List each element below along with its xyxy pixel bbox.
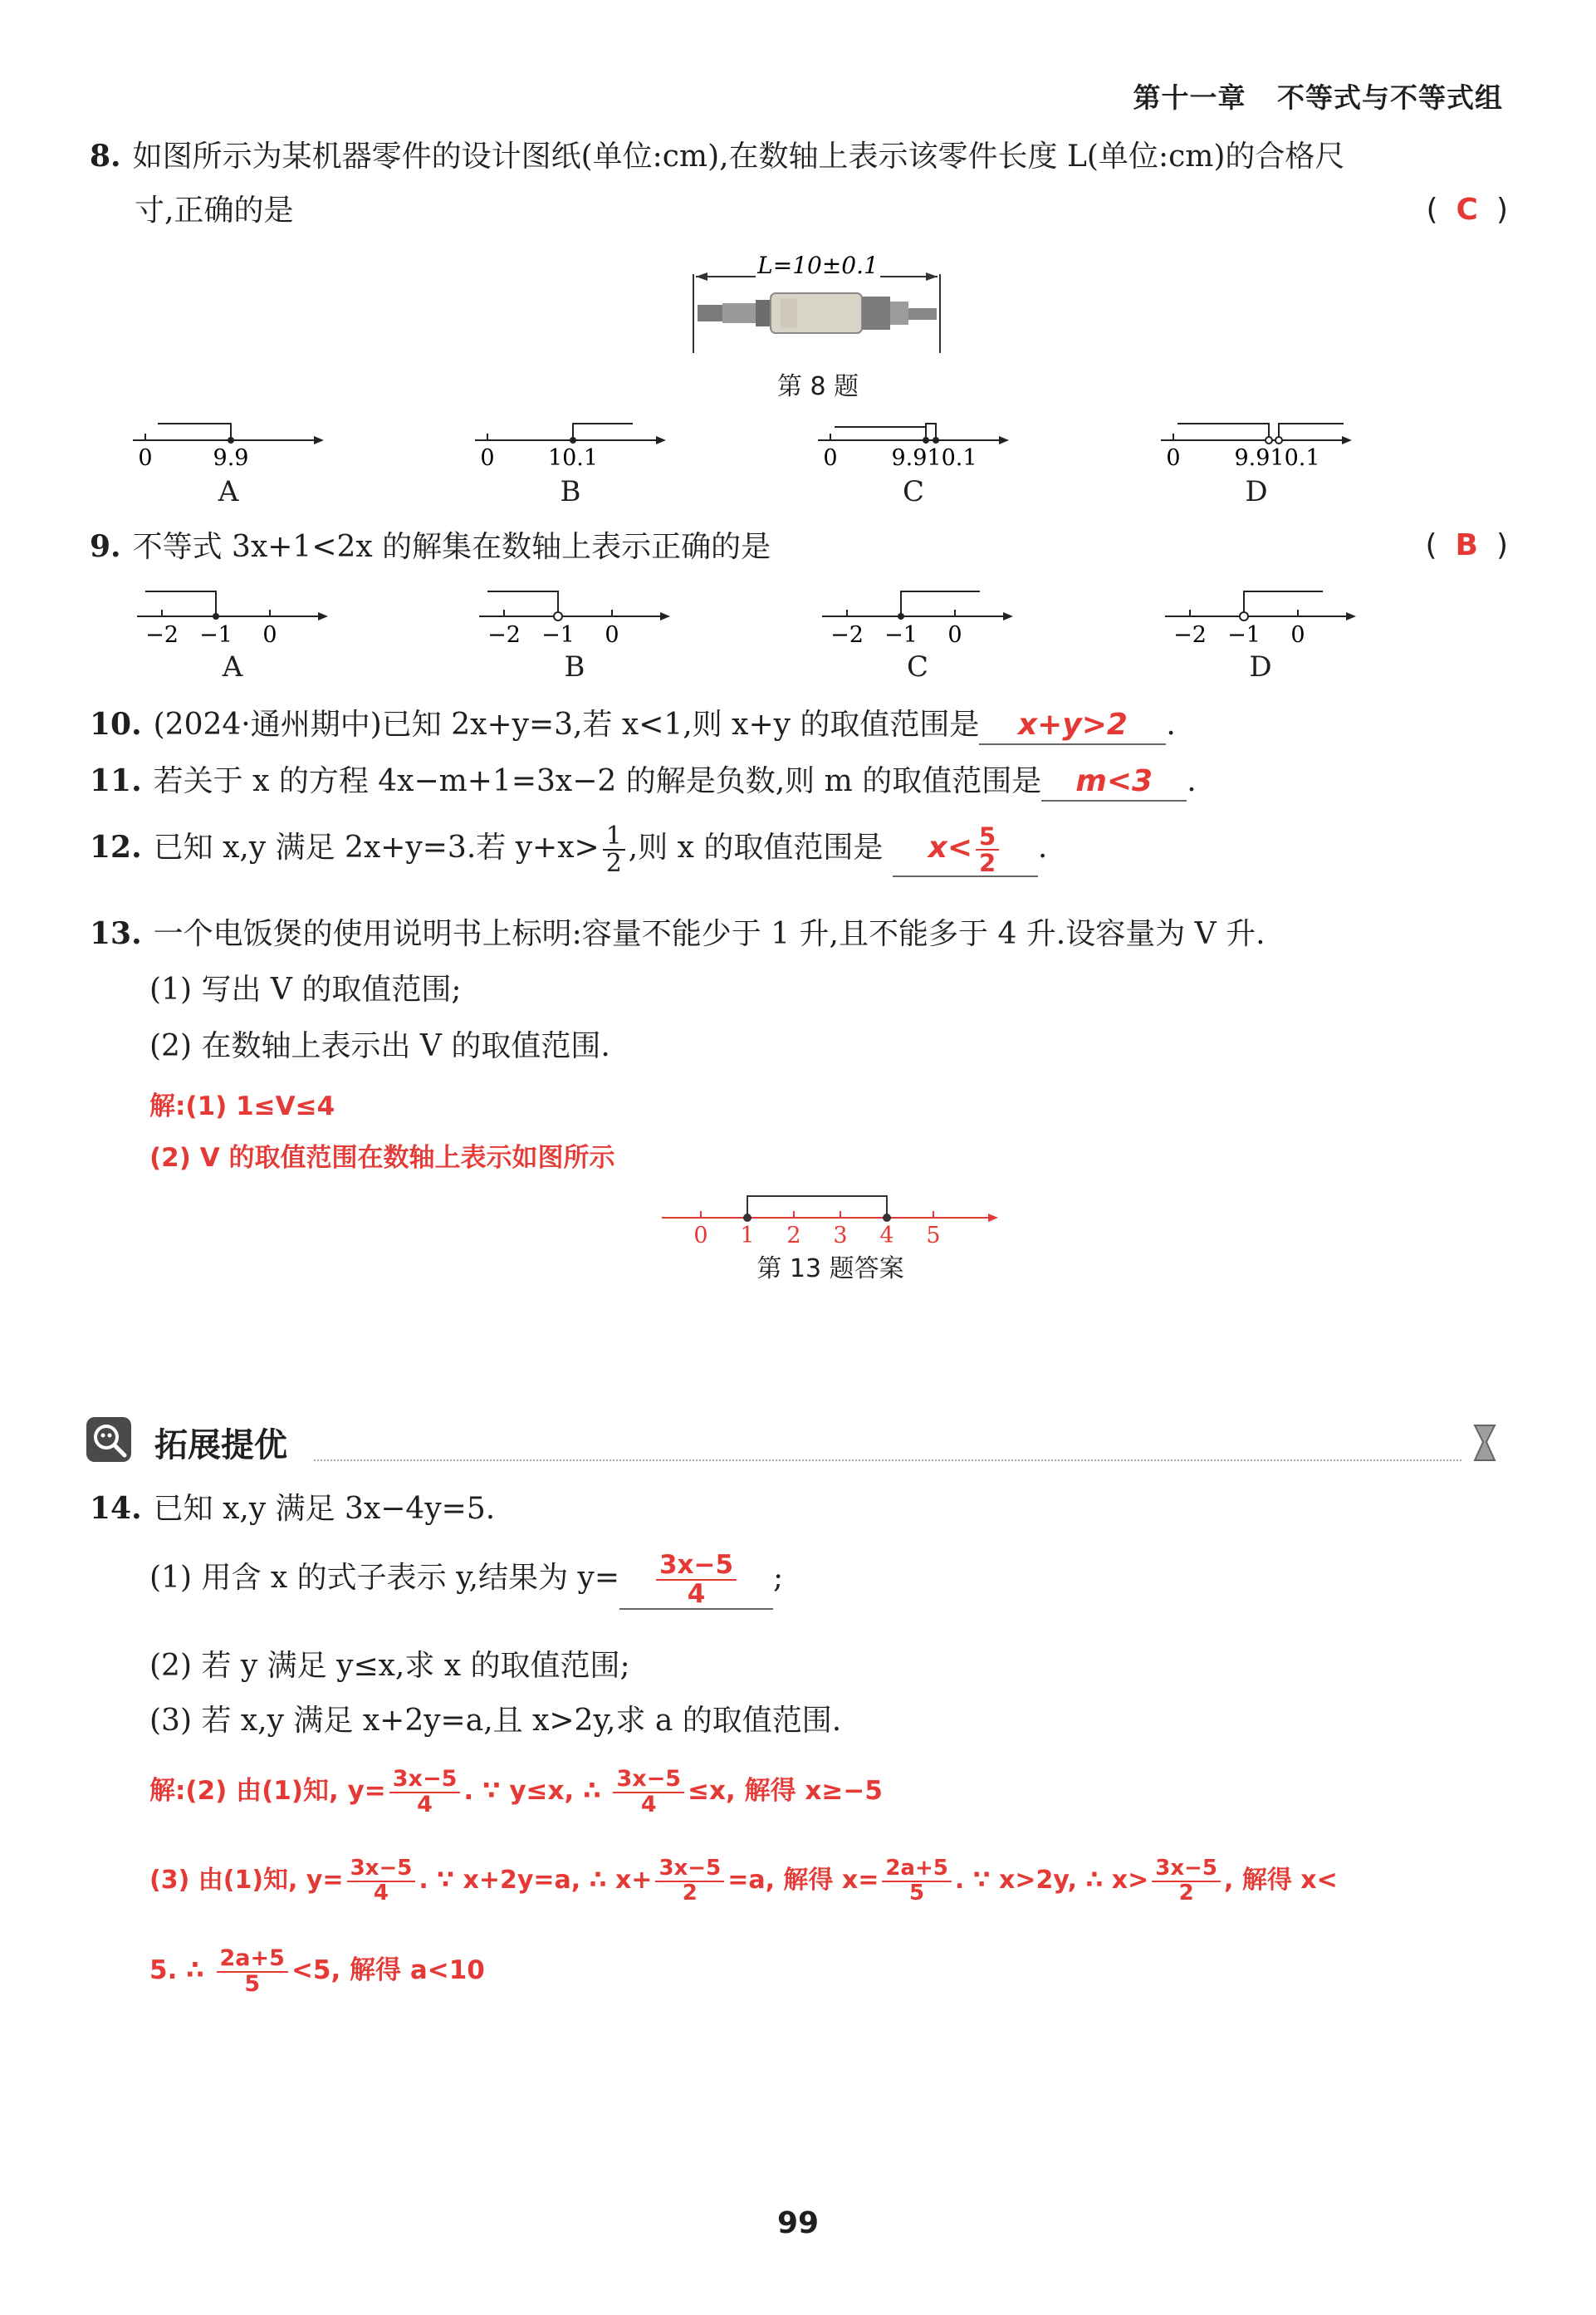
question-text: 若关于 x 的方程 4x−m+1=3x−2 的解是负数,则 m 的取值范围是 [153, 764, 1042, 798]
hourglass-icon [1468, 1422, 1501, 1464]
question-number: 10. [90, 707, 142, 742]
question-12: 12. 已知 x,y 满足 2x+y=3.若 y+x> $\frac{1}{2}$ ,则 x 的取值范围是 x< $\frac{5}{2}$ . [90, 821, 1048, 878]
question-13-part1: (1) 写出 V 的取值范围; [149, 973, 462, 1007]
answer-blank: x< $\frac{5}{2}$ [893, 822, 1038, 877]
svg-text:1: 1 [740, 1223, 755, 1244]
question-text: 已知 x,y 满足 3x−4y=5. [153, 1492, 496, 1526]
number-line-9b [471, 581, 678, 648]
magnifier-icon [85, 1415, 133, 1464]
page-number: 99 [776, 2206, 820, 2240]
figure-caption-13: 第 13 题答案 [756, 1254, 904, 1283]
question-8 [90, 135, 1344, 179]
number-line-8d [1153, 415, 1368, 473]
number-line-13-answer [658, 1186, 1006, 1244]
question-number: 8. [90, 139, 121, 174]
solution-13-part2: (2) V 的取值范围在数轴上表示如图所示 [149, 1143, 615, 1173]
svg-text:0: 0 [480, 445, 495, 471]
answer-choice-8: ( C ) [1426, 193, 1508, 227]
svg-text:−1: −1 [541, 622, 575, 648]
svg-text:2: 2 [786, 1223, 801, 1244]
option-label-8b: B [560, 475, 581, 508]
svg-text:9.910.1: 9.910.1 [891, 445, 977, 471]
svg-text:−1: −1 [199, 622, 233, 648]
question-text-b: ,则 x 的取值范围是 [628, 831, 884, 865]
svg-text:9.910.1: 9.910.1 [1234, 445, 1320, 471]
svg-text:0: 0 [138, 445, 153, 471]
number-line-8b [467, 415, 674, 473]
solution-14-part2: 解:(2) 由(1)知, y= $\frac{3x-5}{4}$ . ∵ y≤x, ∴ $\frac{3x-5}{4}$ ≤x, 解得 x≥−5 [149, 1766, 883, 1817]
question-14 [90, 1487, 495, 1531]
question-14-part2: (2) 若 y 满足 y≤x,求 x 的取值范围; [149, 1649, 630, 1683]
question-number: 9. [90, 529, 121, 564]
option-label-9d: D [1249, 650, 1272, 684]
answer-blank [1041, 763, 1187, 802]
svg-text:4: 4 [879, 1223, 894, 1244]
question-13 [90, 912, 1266, 956]
answer-letter: B [1455, 528, 1478, 562]
question-8-line2: 寸,正确的是 [135, 194, 294, 228]
svg-text:0: 0 [1166, 445, 1181, 471]
section-title: 拓展提优 [154, 1426, 287, 1464]
svg-text:−2: −2 [1173, 622, 1207, 648]
question-14-part3: (3) 若 x,y 满足 x+2y=a,且 x>2y,求 a 的取值范围. [149, 1704, 842, 1738]
svg-text:0: 0 [693, 1223, 708, 1244]
answer-blank [619, 1549, 773, 1610]
chapter-title: 不等式与不等式组 [1277, 81, 1503, 114]
figure-caption-8: 第 8 题 [776, 372, 859, 401]
question-text: 如图所示为某机器零件的设计图纸(单位:cm),在数轴上表示该零件长度 L(单位:cm)的合格尺 [132, 140, 1345, 174]
answer-fraction: $\frac{3x-5}{4}$ [656, 1552, 737, 1607]
number-line-9d [1157, 581, 1364, 648]
option-label-8d: D [1245, 475, 1268, 508]
answer-text: x+y>2 [1017, 708, 1128, 742]
svg-text:−2: −2 [145, 622, 179, 648]
question-14-part1: (1) 用含 x 的式子表示 y,结果为 y= $\frac{3x-5}{4}$ ; [149, 1550, 784, 1609]
section-divider [314, 1459, 1461, 1461]
svg-text:0: 0 [823, 445, 838, 471]
option-label-9c: C [906, 650, 928, 684]
svg-text:−2: −2 [830, 622, 864, 648]
svg-text:9.9: 9.9 [213, 445, 249, 471]
question-10: 10. (2024·通州期中)已知 2x+y=3,若 x<1,则 x+y 的取值范围是 x+y>2 . [90, 703, 1176, 747]
number-line-9c [814, 581, 1021, 648]
question-11: 11. 若关于 x 的方程 4x−m+1=3x−2 的解是负数,则 m 的取值范围是 m<3 . [90, 759, 1197, 803]
figure-dimension-label: L=10±0.1 [757, 252, 879, 279]
answer-choice-9: ( B ) [1425, 528, 1508, 562]
chapter-header [1133, 76, 1503, 115]
question-13-part2: (2) 在数轴上表示出 V 的取值范围. [149, 1029, 610, 1063]
svg-text:−1: −1 [1227, 622, 1261, 648]
question-text: 不等式 3x+1<2x 的解集在数轴上表示正确的是 [132, 530, 771, 564]
question-number: 14. [90, 1491, 142, 1526]
option-label-8c: C [902, 475, 924, 508]
question-text: 已知 x,y 满足 2x+y=3.若 y+x> [153, 831, 600, 865]
option-label-9b: B [564, 650, 585, 684]
number-line-8a [125, 415, 332, 473]
question-9 [90, 525, 771, 569]
question-number: 11. [90, 763, 142, 798]
answer-text: m<3 [1075, 764, 1153, 798]
svg-text:−2: −2 [487, 622, 521, 648]
option-label-8a: A [218, 475, 239, 508]
svg-text:0: 0 [947, 622, 962, 648]
svg-text:10.1: 10.1 [547, 445, 599, 471]
chapter-number: 第十一章 [1133, 81, 1246, 114]
svg-text:0: 0 [262, 622, 277, 648]
answer-letter: C [1456, 193, 1478, 227]
question-number: 12. [90, 830, 142, 865]
fraction-one-half: $\frac{1}{2}$ [603, 823, 625, 877]
svg-text:0: 0 [605, 622, 619, 648]
svg-text:−1: −1 [884, 622, 918, 648]
number-line-9a [129, 581, 336, 648]
answer-fraction: $\frac{5}{2}$ [976, 824, 999, 876]
solution-14-part3: (3) 由(1)知, y= $\frac{3x-5}{4}$ . ∵ x+2y=a, ∴ x+ $\frac{3x-5}{2}$ =a, 解得 x= $\frac{2a+5}{5}$ . ∵ x>2y, ∴ x> $\frac{3x-5}{2}$ , 解得 x< [149, 1856, 1338, 1905]
svg-text:0: 0 [1290, 622, 1305, 648]
answer-blank [979, 707, 1166, 745]
spark-plug-figure [689, 245, 947, 361]
question-number: 13. [90, 916, 142, 951]
solution-13-part1: 解:(1) 1≤V≤4 [149, 1091, 335, 1121]
question-text: (2024·通州期中)已知 2x+y=3,若 x<1,则 x+y 的取值范围是 [153, 708, 980, 742]
svg-text:3: 3 [833, 1223, 848, 1244]
number-line-8c [810, 415, 1026, 473]
option-label-9a: A [222, 650, 243, 684]
question-text: 一个电饭煲的使用说明书上标明:容量不能少于 1 升,且不能多于 4 升.设容量为 V 升. [153, 917, 1266, 951]
svg-text:5: 5 [926, 1223, 941, 1244]
solution-14-part3-line2: 5. ∴ $\frac{2a+5}{5}$ <5, 解得 a<10 [149, 1945, 485, 1997]
